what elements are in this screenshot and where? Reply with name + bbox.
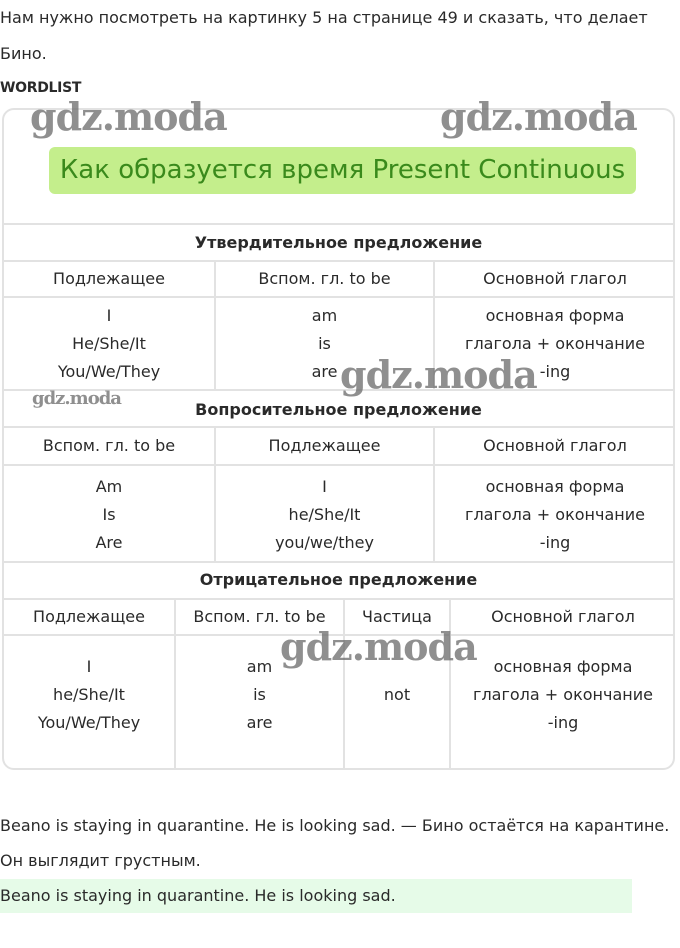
table-cell: -ing <box>539 362 571 381</box>
negative-heading: Отрицательное предложение <box>199 570 478 589</box>
watermark: gdz.moda <box>30 94 227 139</box>
affirmative-subjects <box>4 302 214 386</box>
table-cell: You/We/They <box>57 362 161 381</box>
table-cell: глагола + окончание <box>465 334 645 353</box>
header-particle: Частица <box>362 607 432 626</box>
divider <box>4 634 673 636</box>
interrogative-heading: Вопросительное предложение <box>195 400 482 419</box>
table-cell: am <box>311 306 338 325</box>
negative-aux <box>176 653 343 737</box>
table-cell: is <box>318 334 331 353</box>
divider <box>4 426 673 428</box>
negative-subjects <box>4 653 174 737</box>
table-cell: Is <box>102 505 116 524</box>
table-cell: I <box>322 477 327 496</box>
table-cell: -ing <box>547 713 579 732</box>
table-cell: is <box>253 685 266 704</box>
header-aux-verb: Вспом. гл. to be <box>258 269 391 288</box>
header-main-verb: Основной глагол <box>491 607 635 626</box>
watermark: gdz.moda <box>440 94 637 139</box>
header-main-verb: Основной глагол <box>483 269 627 288</box>
header-subject: Подлежащее <box>33 607 145 626</box>
translation-line-2: Он выглядит грустным. <box>0 851 201 870</box>
table-title-area <box>4 110 673 223</box>
table-cell: am <box>246 657 273 676</box>
table-cell: are <box>246 713 273 732</box>
answer-text: Beano is staying in quarantine. He is looking sad. <box>0 886 396 905</box>
table-cell: основная форма <box>485 306 625 325</box>
header-main-verb: Основной глагол <box>483 436 627 455</box>
table-cell: основная форма <box>493 657 633 676</box>
interrogative-aux <box>4 473 214 557</box>
table-cell: основная форма <box>485 477 625 496</box>
divider <box>4 296 673 298</box>
intro-line-2: Бино. <box>0 44 47 63</box>
divider <box>4 561 673 563</box>
affirmative-heading: Утвердительное предложение <box>194 233 483 252</box>
table-cell: Am <box>95 477 123 496</box>
affirmative-aux <box>216 302 433 386</box>
table-title: Как образуется время Present Continuous <box>49 147 636 194</box>
table-cell: not <box>383 685 411 704</box>
grammar-table-card <box>2 108 675 770</box>
table-cell: he/She/It <box>53 685 125 704</box>
divider <box>4 598 673 600</box>
intro-line-1: Нам нужно посмотреть на картинку 5 на странице 49 и сказать, что делает <box>0 8 648 27</box>
table-cell: I <box>86 657 92 676</box>
table-cell: You/We/They <box>37 713 141 732</box>
negative-main <box>451 653 675 737</box>
wordlist-label: WORDLIST <box>0 80 82 96</box>
header-subject: Подлежащее <box>268 436 381 455</box>
header-subject: Подлежащее <box>53 269 165 288</box>
table-cell: I <box>106 306 112 325</box>
translation-line-1: Beano is staying in quarantine. He is looking sad. — Бино остаётся на карантине. <box>0 816 670 835</box>
negative-particle <box>345 681 449 709</box>
table-cell: -ing <box>539 533 571 552</box>
table-cell: are <box>311 362 338 381</box>
table-cell: he/She/It <box>288 505 361 524</box>
header-aux-verb: Вспом. гл. to be <box>42 436 176 455</box>
affirmative-main <box>435 302 675 386</box>
watermark: gdz.moda <box>280 624 477 669</box>
table-cell: глагола + окончание <box>473 685 653 704</box>
divider <box>4 260 673 262</box>
interrogative-subjects <box>216 473 433 557</box>
table-cell: глагола + окончание <box>465 505 645 524</box>
divider <box>4 223 673 225</box>
table-cell: you/we/they <box>275 533 374 552</box>
divider <box>4 464 673 466</box>
divider <box>4 389 673 391</box>
table-cell: He/She/It <box>72 334 146 353</box>
header-aux-verb: Вспом. гл. to be <box>193 607 326 626</box>
interrogative-main <box>435 473 675 557</box>
watermark: gdz.moda <box>340 352 537 397</box>
table-cell: Are <box>95 533 123 552</box>
watermark: gdz.moda <box>32 388 121 409</box>
